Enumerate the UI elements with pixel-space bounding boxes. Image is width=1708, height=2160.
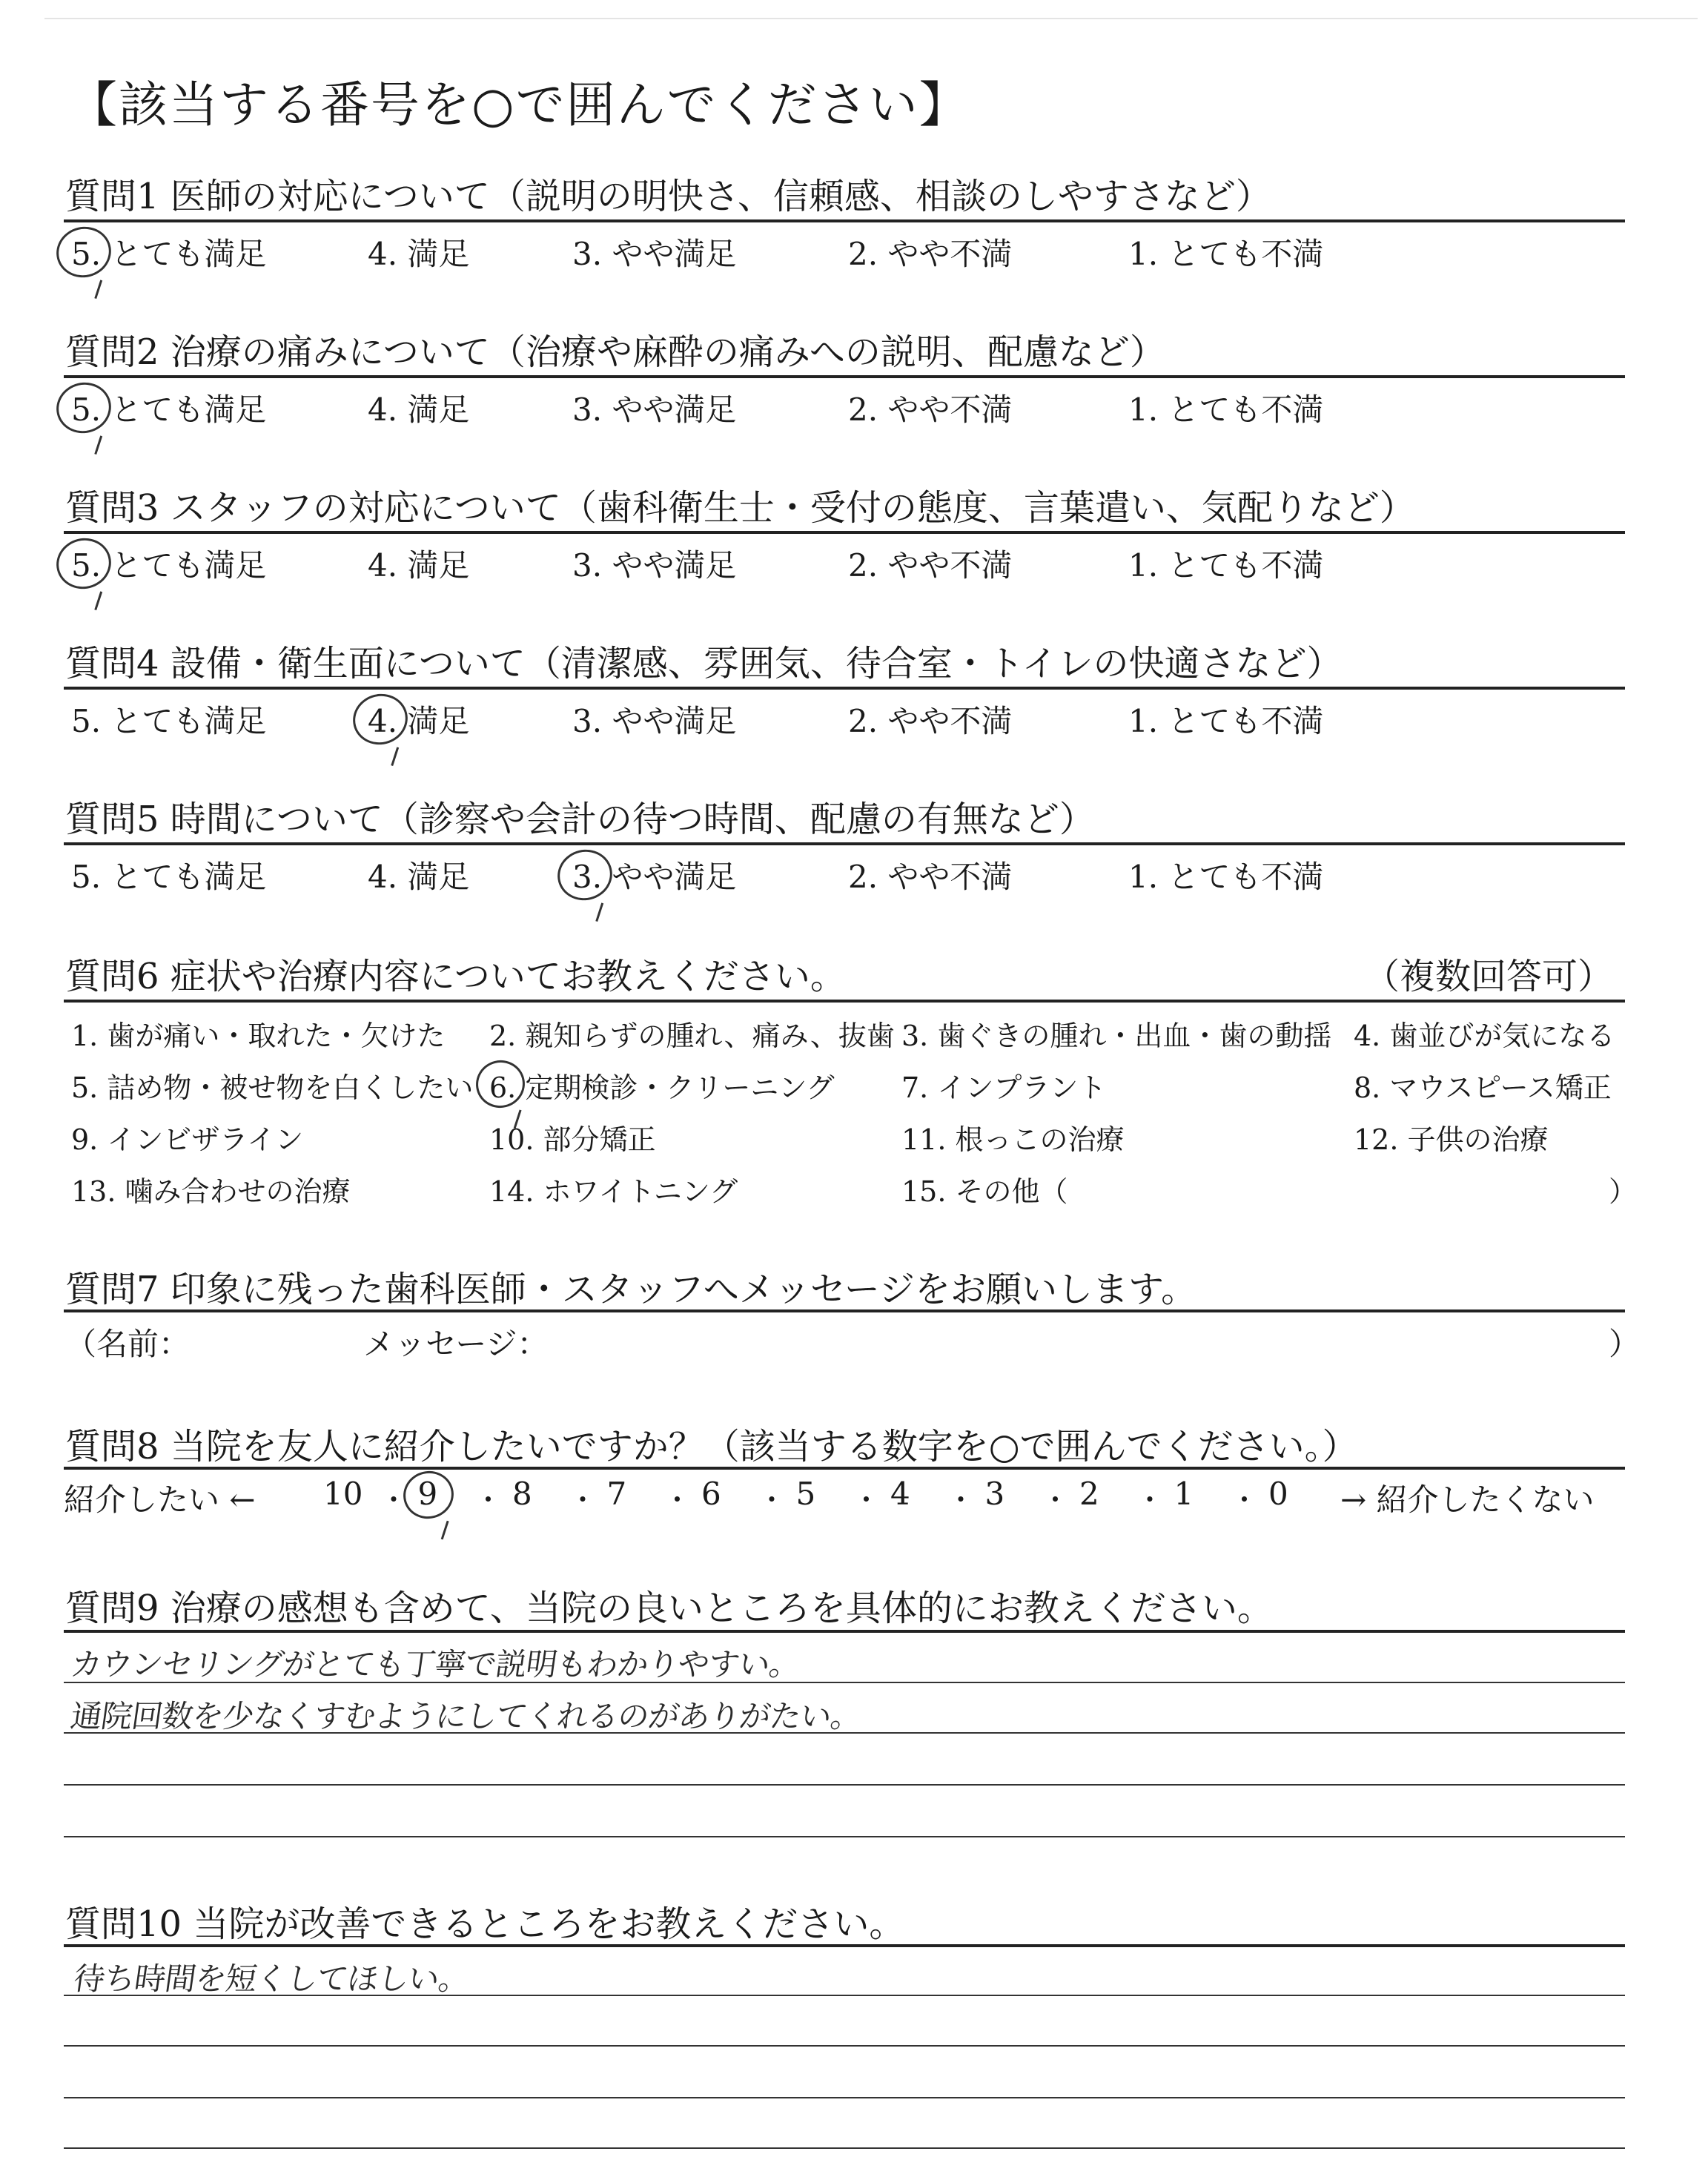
question-7-rule (64, 1309, 1625, 1312)
q6-option-12: 12. 子供の治療 (1354, 1123, 1549, 1156)
q8-number-6: 6 (701, 1476, 721, 1512)
q2-option-1: 1. とても不満 (1128, 392, 1324, 428)
q6-option-10: 10. 部分矯正 (489, 1123, 656, 1156)
question-6-heading: 質問6 症状や治療内容についてお教えください。 (65, 956, 846, 997)
q6-option-3: 3. 歯ぐきの腫れ・出血・歯の動揺 (901, 1020, 1332, 1052)
q9-writing-line (64, 1784, 1625, 1786)
q8-separator: ・ (758, 1484, 787, 1516)
q9-answer-line-1: カウンセリングがとても丁寧で説明もわかりやすい。 (68, 1646, 803, 1682)
q9-writing-line (64, 1836, 1625, 1837)
q8-separator: ・ (1041, 1484, 1070, 1516)
q7-close-paren: ） (1609, 1326, 1641, 1362)
scan-top-edge (44, 18, 1698, 19)
q6-option-9: 9. インビザライン (71, 1123, 304, 1156)
question-1-heading: 質問1 医師の対応について（説明の明快さ、信頼感、相談のしやすさなど） (65, 176, 1271, 217)
q2-option-3: 3. やや満足 (572, 392, 737, 428)
q8-separator: ・ (380, 1484, 408, 1516)
q5-option-4: 4. 満足 (368, 859, 470, 895)
q5-option-3: 3. やや満足 (572, 859, 737, 895)
q8-separator: ・ (474, 1484, 503, 1516)
q10-writing-line (64, 2147, 1625, 2149)
q5-option-2: 2. やや不満 (848, 859, 1013, 895)
q7-message-label: メッセージ： (363, 1326, 549, 1362)
q6-option-15: 15. その他（ (901, 1175, 1068, 1208)
q8-number-0: 0 (1268, 1476, 1288, 1512)
q10-writing-line (64, 1995, 1625, 1996)
question-6-note: （複数回答可） (1364, 956, 1614, 997)
q8-number-10: 10 (323, 1476, 363, 1512)
q8-separator: ・ (852, 1484, 881, 1516)
q9-writing-line (64, 1732, 1625, 1734)
q8-right-label: → 紹介したくない (1340, 1482, 1595, 1518)
question-3-rule (64, 531, 1625, 534)
q4-option-5: 5. とても満足 (71, 703, 267, 739)
q8-separator: ・ (1230, 1484, 1259, 1516)
q8-separator: ・ (569, 1484, 598, 1516)
form-title: 【該当する番号を○で囲んでください】 (68, 76, 970, 133)
q4-option-4: 4. 満足 (368, 703, 470, 739)
question-6-rule (64, 1000, 1625, 1003)
q8-separator: ・ (663, 1484, 692, 1516)
q8-number-3: 3 (984, 1476, 1005, 1512)
q5-option-1: 1. とても不満 (1128, 859, 1324, 895)
q6-option-1: 1. 歯が痛い・取れた・欠けた (71, 1020, 446, 1052)
q8-left-label: 紹介したい ← (64, 1482, 256, 1518)
q9-answer-line-2: 通院回数を少なくすむようにしてくれるのがありがたい。 (68, 1698, 864, 1734)
question-3-heading: 質問3 スタッフの対応について（歯科衛生士・受付の態度、言葉遣い、気配りなど） (65, 487, 1415, 529)
question-8-heading: 質問8 当院を友人に紹介したいですか？（該当する数字を○で囲んでください。） (65, 1426, 1358, 1467)
question-10-heading: 質問10 当院が改善できるところをお教えください。 (65, 1903, 905, 1945)
q10-answer-line-1: 待ち時間を短くしてほしい。 (71, 1961, 472, 1997)
q2-option-5: 5. とても満足 (71, 392, 267, 428)
q5-option-5: 5. とても満足 (71, 859, 267, 895)
question-5-heading: 質問5 時間について（診察や会計の待つ時間、配慮の有無など） (65, 799, 1095, 840)
q8-number-9: 9 (417, 1476, 438, 1512)
question-7-heading: 質問7 印象に残った歯科医師・スタッフへメッセージをお願いします。 (65, 1269, 1197, 1310)
q6-option-7: 7. インプラント (901, 1071, 1107, 1104)
q3-option-3: 3. やや満足 (572, 547, 737, 584)
q6-option-11: 11. 根っこの治療 (901, 1123, 1125, 1156)
q8-separator: ・ (947, 1484, 976, 1516)
q8-number-2: 2 (1079, 1476, 1099, 1512)
q10-writing-line (64, 2097, 1625, 2098)
q2-option-2: 2. やや不満 (848, 392, 1013, 428)
question-9-rule (64, 1630, 1625, 1633)
q8-number-4: 4 (890, 1476, 910, 1512)
q8-separator: ・ (1136, 1484, 1165, 1516)
question-2-heading: 質問2 治療の痛みについて（治療や麻酔の痛みへの説明、配慮など） (65, 331, 1165, 373)
q2-option-4: 4. 満足 (368, 392, 470, 428)
q1-option-4: 4. 満足 (368, 236, 470, 272)
question-5-rule (64, 842, 1625, 845)
q1-option-2: 2. やや不満 (848, 236, 1013, 272)
q1-option-5: 5. とても満足 (71, 236, 267, 272)
question-8-rule (64, 1467, 1625, 1470)
q6-option-6: 6. 定期検診・クリーニング (489, 1071, 835, 1104)
q1-option-3: 3. やや満足 (572, 236, 737, 272)
q10-writing-line (64, 2045, 1625, 2047)
q4-option-2: 2. やや不満 (848, 703, 1013, 739)
q4-option-1: 1. とても不満 (1128, 703, 1324, 739)
q6-option-2: 2. 親知らずの腫れ、痛み、抜歯 (489, 1020, 895, 1052)
question-2-rule (64, 375, 1625, 378)
q8-number-5: 5 (795, 1476, 816, 1512)
q9-writing-line (64, 1682, 1625, 1683)
question-9-heading: 質問9 治療の感想も含めて、当院の良いところを具体的にお教えください。 (65, 1588, 1273, 1629)
q1-option-1: 1. とても不満 (1128, 236, 1324, 272)
question-1-rule (64, 219, 1625, 222)
question-10-rule (64, 1944, 1625, 1947)
question-4-heading: 質問4 設備・衛生面について（清潔感、雰囲気、待合室・トイレの快適さなど） (65, 643, 1343, 684)
q8-number-7: 7 (606, 1476, 627, 1512)
q6-option-8: 8. マウスピース矯正 (1354, 1071, 1612, 1104)
q8-number-1: 1 (1174, 1476, 1194, 1512)
q3-option-2: 2. やや不満 (848, 547, 1013, 584)
q3-option-4: 4. 満足 (368, 547, 470, 584)
q4-option-3: 3. やや満足 (572, 703, 737, 739)
q6-option-4: 4. 歯並びが気になる (1354, 1020, 1615, 1052)
q3-option-1: 1. とても不満 (1128, 547, 1324, 584)
q6-option-5: 5. 詰め物・被せ物を白くしたい (71, 1071, 474, 1104)
q6-option-14: 14. ホワイトニング (489, 1175, 738, 1208)
q3-option-5: 5. とても満足 (71, 547, 267, 584)
q6-option-16: ） (1609, 1175, 1638, 1208)
q7-name-label: （名前： (65, 1326, 191, 1362)
q6-option-13: 13. 噛み合わせの治療 (71, 1175, 351, 1208)
question-4-rule (64, 687, 1625, 690)
q8-number-8: 8 (512, 1476, 532, 1512)
